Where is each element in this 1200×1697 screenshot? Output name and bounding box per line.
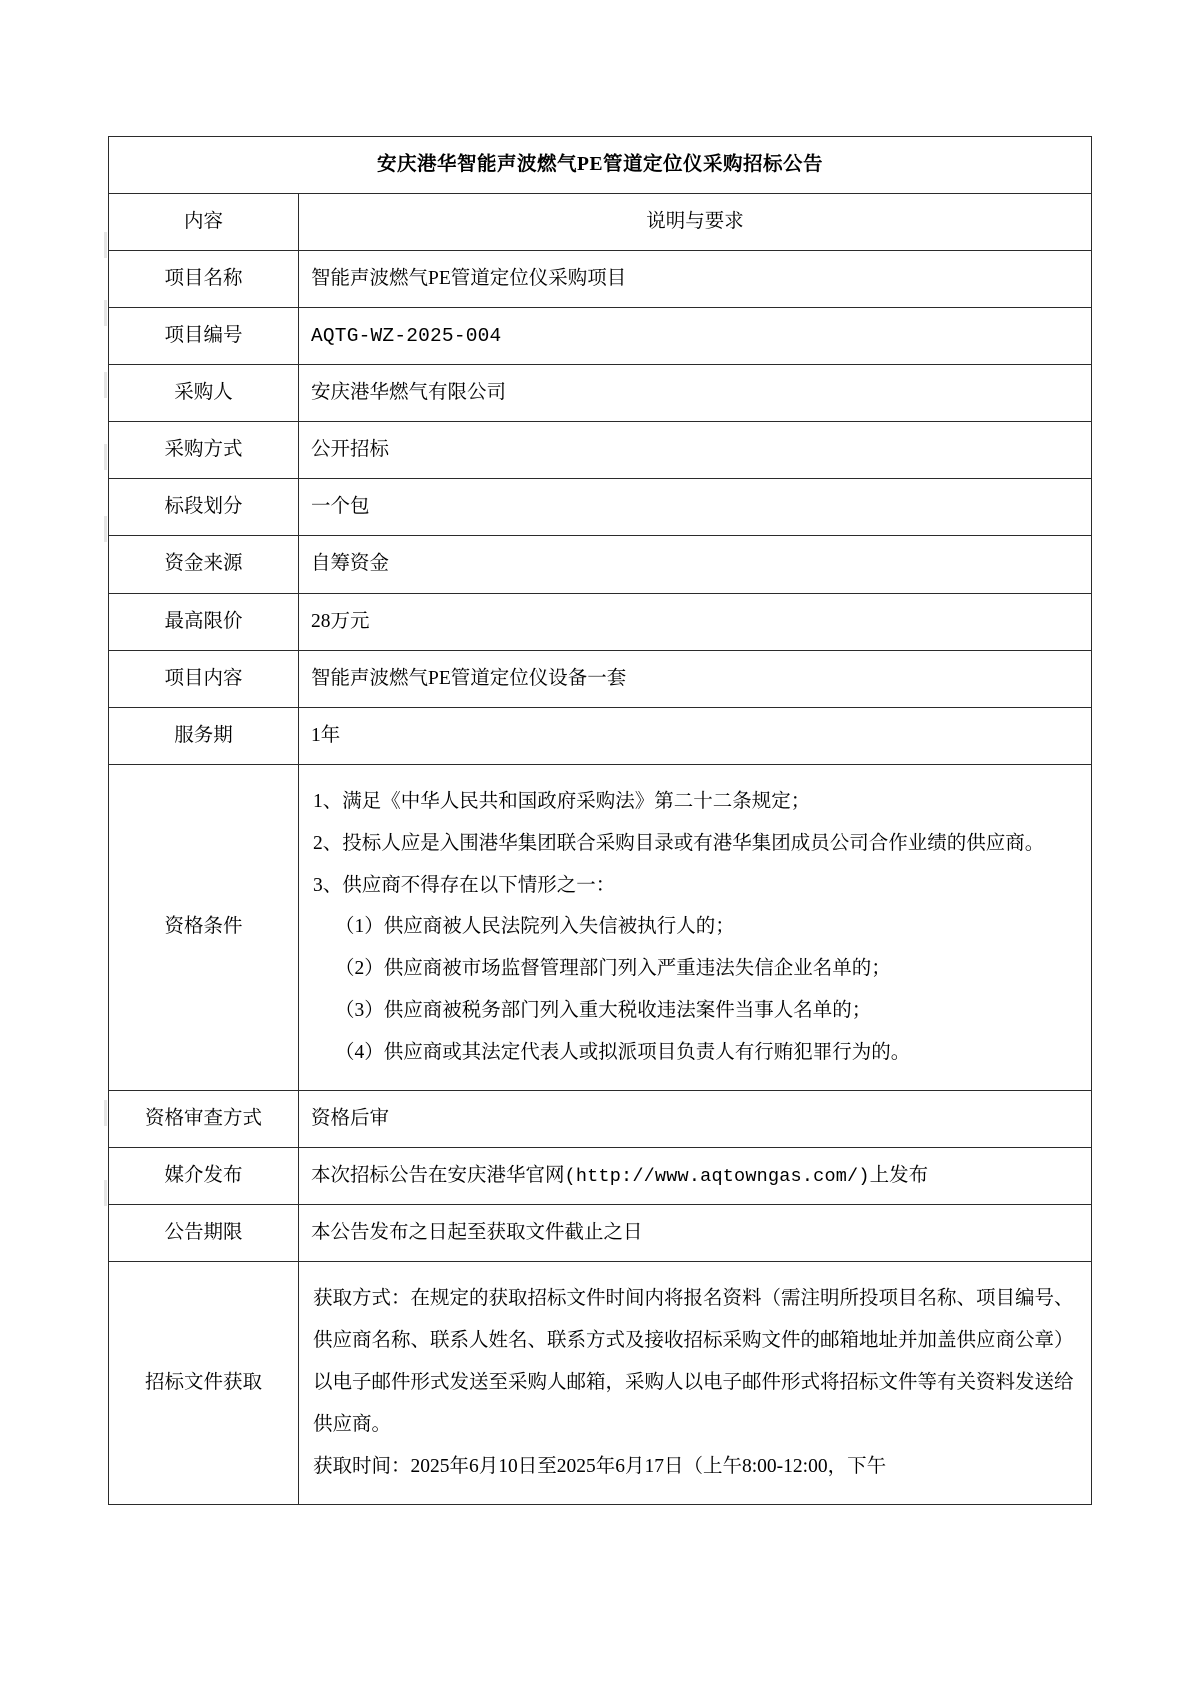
row-label-funding-source: 资金来源 <box>109 536 299 593</box>
row-label-service-period: 服务期 <box>109 707 299 764</box>
table-row <box>109 479 1092 536</box>
qualification-line-4: （1）供应商被人民法院列入失信被执行人的； <box>335 916 735 938</box>
qualification-line-6: （3）供应商被税务部门列入重大税收违法案件当事人名单的； <box>335 1000 872 1022</box>
row-label-media: 媒介发布 <box>109 1148 299 1205</box>
row-value-document-acquisition <box>299 1262 1092 1505</box>
qualification-line-3: 3、供应商不得存在以下情形之一： <box>313 874 616 896</box>
row-value-lot-division: 一个包 <box>299 479 1092 536</box>
row-label-project-number: 项目编号 <box>109 308 299 365</box>
row-value-announcement-period: 本公告发布之日起至获取文件截止之日 <box>299 1205 1092 1262</box>
media-prefix-text: 本次招标公告在安庆港华官网 <box>311 1165 565 1187</box>
row-value-project-number: AQTG-WZ-2025-004 <box>299 308 1092 365</box>
acquire-method-text: 获取方式：在规定的获取招标文件时间内将报名资料（需注明所投项目名称、项目编号、供应商名称、联系人姓名、联系方式及接收招标采购文件的邮箱地址并加盖供应商公章）以电子邮件形式发送至采购人邮箱，采购人以电子邮件形式将招标文件等有关资料发送给供应商。 <box>313 1288 1074 1436</box>
row-label-project-name: 项目名称 <box>109 251 299 308</box>
table-row-media <box>109 1148 1092 1205</box>
qualification-line-7: （4）供应商或其法定代表人或拟派项目负责人有行贿犯罪行为的。 <box>335 1042 911 1064</box>
table-row <box>109 536 1092 593</box>
row-label-qualification: 资格条件 <box>109 764 299 1090</box>
row-label-review-method: 资格审查方式 <box>109 1091 299 1148</box>
page-title: 安庆港华智能声波燃气PE管道定位仪采购招标公告 <box>109 137 1092 194</box>
announcement-table <box>108 136 1092 1505</box>
table-row-title <box>109 137 1092 194</box>
table-row-qualification <box>109 764 1092 1090</box>
media-suffix-text: 上发布 <box>869 1165 929 1187</box>
table-row <box>109 365 1092 422</box>
column-header-description: 说明与要求 <box>299 194 1092 251</box>
table-row-header <box>109 194 1092 251</box>
column-header-content: 内容 <box>109 194 299 251</box>
table-row <box>109 308 1092 365</box>
row-value-review-method: 资格后审 <box>299 1091 1092 1148</box>
row-label-purchaser: 采购人 <box>109 365 299 422</box>
table-row <box>109 422 1092 479</box>
row-value-project-content: 智能声波燃气PE管道定位仪设备一套 <box>299 650 1092 707</box>
table-row <box>109 593 1092 650</box>
row-value-media <box>299 1148 1092 1205</box>
row-value-project-name: 智能声波燃气PE管道定位仪采购项目 <box>299 251 1092 308</box>
row-value-max-price: 28万元 <box>299 593 1092 650</box>
row-label-project-content: 项目内容 <box>109 650 299 707</box>
row-label-document-acquisition: 招标文件获取 <box>109 1262 299 1505</box>
table-row <box>109 1091 1092 1148</box>
qualification-line-2: 2、投标人应是入围港华集团联合采购目录或有港华集团成员公司合作业绩的供应商。 <box>313 832 1045 854</box>
row-label-announcement-period: 公告期限 <box>109 1205 299 1262</box>
row-value-purchaser: 安庆港华燃气有限公司 <box>299 365 1092 422</box>
row-label-lot-division: 标段划分 <box>109 479 299 536</box>
table-row <box>109 707 1092 764</box>
row-label-procurement-method: 采购方式 <box>109 422 299 479</box>
row-label-max-price: 最高限价 <box>109 593 299 650</box>
row-value-service-period: 1年 <box>299 707 1092 764</box>
qualification-line-1: 1、满足《中华人民共和国政府采购法》第二十二条规定； <box>313 790 811 812</box>
table-row <box>109 1205 1092 1262</box>
table-row-acquire <box>109 1262 1092 1505</box>
qualification-line-5: （2）供应商被市场监督管理部门列入严重违法失信企业名单的； <box>335 958 891 980</box>
table-row <box>109 650 1092 707</box>
acquire-time-text: 获取时间：2025年6月10日至2025年6月17日（上午8:00-12:00，下午 <box>313 1456 887 1478</box>
table-row <box>109 251 1092 308</box>
row-value-funding-source: 自筹资金 <box>299 536 1092 593</box>
media-url: (http://www.aqtowngas.com/) <box>564 1166 870 1188</box>
row-value-procurement-method: 公开招标 <box>299 422 1092 479</box>
row-value-qualification <box>299 764 1092 1090</box>
